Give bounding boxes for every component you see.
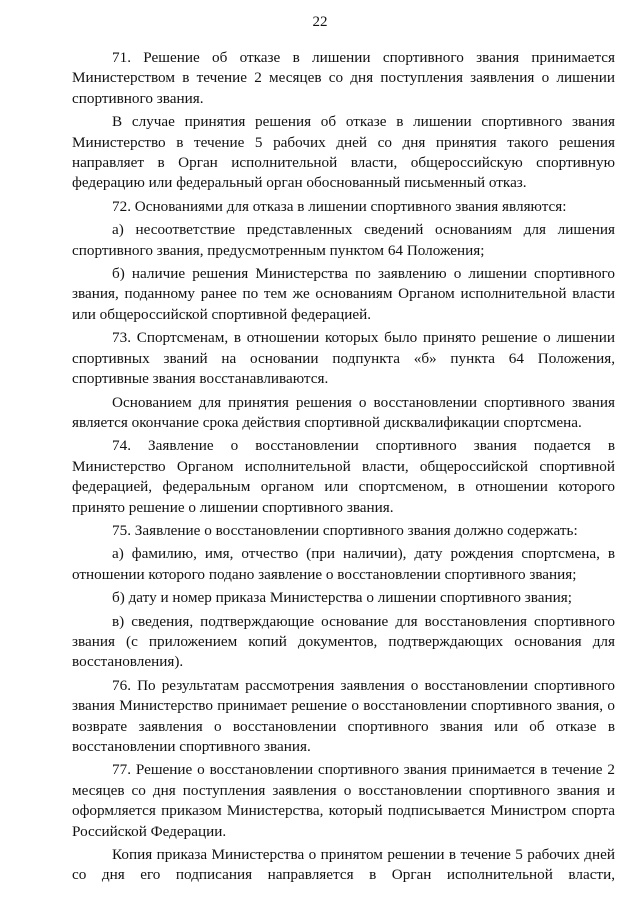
paragraph-77: 77. Решение о восстановлении спортивного звания принимается в течение 2 месяцев со дня поступления заявления о восстановлении спортивного звания и оформляется приказом Министерства, который подписывается Министром спорта Российской Федерации. — [72, 761, 615, 840]
paragraph-72: 72. Основаниями для отказа в лишении спортивного звания являются: — [112, 197, 567, 215]
paragraph-76: 76. По результатам рассмотрения заявления о восстановлении спортивного звания Министерство принимает решение о восстановлении спортивного звания, о возврате заявления о восстановлении спортивного звания или об отказе в восстановлении спортивного звания. — [72, 676, 615, 755]
paragraph-74: 74. Заявление о восстановлении спортивного звания подается в Министерство Органом исполнительной власти, общероссийской спортивной федерацией, федеральным органом или спортсменом, в отношении которого принято решение о лишении спортивного звания. — [72, 437, 615, 516]
paragraph-71: 71. Решение об отказе в лишении спортивного звания принимается Министерством в течение 2 месяцев со дня поступления заявления о лишении спортивного звания. — [72, 49, 615, 107]
paragraph-73-basis: Основанием для принятия решения о восстановлении спортивного звания является окончание срока действия спортивной дисквалификации спортсмена. — [72, 393, 615, 431]
paragraph-75-item-b: б) дату и номер приказа Министерства о лишении спортивного звания; — [112, 589, 572, 607]
paragraph-71-refusal-notice: В случае принятия решения об отказе в лишении спортивного звания Министерство в течение 5 рабочих дней со дня принятия такого решения направляет в Орган исполнительной власти, общероссийскую спортивную федерацию или федеральный орган обоснованный письменный отказ. — [72, 113, 615, 192]
paragraph-75-item-a: а) фамилию, имя, отчество (при наличии), дату рождения спортсмена, в отношении которого подано заявление о восстановлении спортивного звания; — [72, 545, 615, 583]
paragraph-72-item-b: б) наличие решения Министерства по заявлению о лишении спортивного звания, поданному ранее по тем же основаниям Органом исполнительной власти или общероссийской спортивной федерацией. — [72, 265, 615, 323]
paragraph-73: 73. Спортсменам, в отношении которых было принято решение о лишении спортивных званий на основании подпункта «б» пункта 64 Положения, спортивные звания восстанавливаются. — [72, 329, 615, 388]
paragraph-75-item-c: в) сведения, подтверждающие основание для восстановления спортивного звания (с приложением копий документов, подтверждающих основания для восстановления). — [72, 612, 615, 671]
page-number: 22 — [312, 14, 328, 30]
paragraph-75: 75. Заявление о восстановлении спортивного звания должно содержать: — [112, 521, 578, 539]
paragraph-77-copy-notice: Копия приказа Министерства о принятом решении в течение 5 рабочих дней со дня его подписания направляется в Орган исполнительной власти, — [72, 846, 615, 884]
paragraph-72-item-a: а) несоответствие представленных сведений основаниям для лишения спортивного звания, предусмотренным пунктом 64 Положения; — [72, 221, 615, 259]
document-body — [72, 48, 615, 886]
